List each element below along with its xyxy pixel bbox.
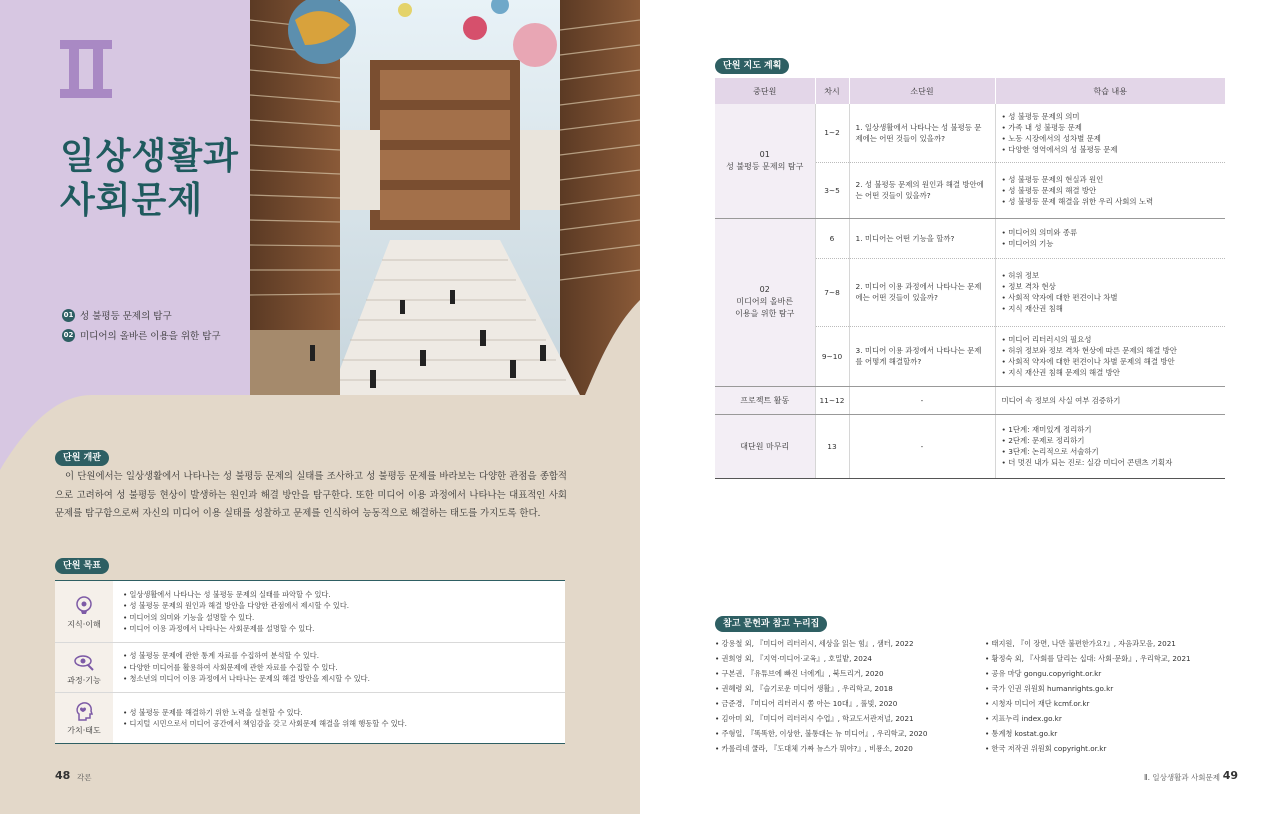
content-item: • 성 불평등 문제 해결을 위한 우리 사회의 노력: [1002, 196, 1220, 207]
unit-plan-table: [715, 78, 1225, 479]
goals-table: [55, 580, 565, 744]
subunit-list: [62, 305, 221, 345]
chapter-title-line1: 일상생활과: [60, 136, 239, 177]
content-item: • 미디어의 의미와 종류: [1002, 227, 1220, 238]
eye-magnifier-icon: [73, 650, 95, 672]
subunit-number-badge: 02: [62, 329, 75, 342]
subunit-cell: 2. 미디어 이용 과정에서 나타나는 문제에는 어떤 것들이 있을까?: [849, 258, 995, 326]
right-page: [640, 0, 1280, 814]
subunit-cell: 1. 미디어는 어떤 기능을 할까?: [849, 218, 995, 258]
page-section-label: 각론: [77, 773, 92, 782]
reference-item: • 김아미 외, 『미디어 리터러시 수업』, 학교도서관저널, 2021: [715, 711, 985, 726]
subunit-cell: -: [849, 414, 995, 478]
table-row: [715, 414, 1225, 478]
unit-cell: [715, 218, 815, 386]
goal-items: [113, 693, 565, 743]
goal-item: • 청소년의 미디어 이용 과정에서 나타나는 문제의 해결 방안을 제시할 수 있다.: [123, 673, 557, 685]
page-number: 49: [1222, 769, 1238, 782]
reference-item: • 카롤리네 쿨라, 『도대체 가짜 뉴스가 뭐야?』, 비룡소, 2020: [715, 741, 985, 756]
reference-item: • 공유 마당 gongu.copyright.or.kr: [985, 666, 1191, 681]
content-item: • 미디어 리터러시의 필요성: [1002, 334, 1220, 345]
period-cell: 9~10: [815, 326, 849, 386]
period-cell: 13: [815, 414, 849, 478]
period-cell: 6: [815, 218, 849, 258]
goal-row: [55, 581, 565, 643]
period-cell: 1~2: [815, 104, 849, 162]
subunit-cell: 3. 미디어 이용 과정에서 나타나는 문제를 어떻게 해결할까?: [849, 326, 995, 386]
reference-item: • 강용철 외, 『미디어 리터러시, 세상을 읽는 힘』, 샘터, 2022: [715, 636, 985, 651]
unit-cell: 프로젝트 활동: [715, 386, 815, 414]
period-cell: 7~8: [815, 258, 849, 326]
content-item: • 노동 시장에서의 성차별 문제: [1002, 133, 1220, 144]
overview-tag: 단원 개관: [55, 450, 109, 466]
reference-item: • 통계청 kostat.go.kr: [985, 726, 1191, 741]
content-item: • 2단계: 문제로 정리하기: [1002, 435, 1220, 446]
content-item: • 허위 정보와 정보 격차 현상에 따른 문제의 해결 방안: [1002, 345, 1220, 356]
content-item: • 3단계: 논리적으로 서술하기: [1002, 446, 1220, 457]
goal-item: • 성 불평등 문제를 해결하기 위한 노력을 실천할 수 있다.: [123, 707, 557, 719]
content-item: • 가족 내 성 불평등 문제: [1002, 122, 1220, 133]
content-cell: [995, 218, 1225, 258]
goal-row: [55, 643, 565, 693]
content-item: • 성 불평등 문제의 의미: [1002, 111, 1220, 122]
goal-item: • 다양한 미디어를 활용하여 사회문제에 관한 자료를 수집할 수 있다.: [123, 662, 557, 674]
column-header: 차시: [815, 78, 849, 104]
page-section-label: Ⅱ. 일상생활과 사회문제: [1143, 773, 1220, 782]
content-item: • 정보 격차 현상: [1002, 281, 1220, 292]
unit-number: 02: [759, 285, 770, 294]
goal-category-label: 과정·기능: [67, 675, 101, 685]
reference-item: • 태지원, 『이 장면, 나만 불편한가요?』, 자음과모음, 2021: [985, 636, 1191, 651]
lightbulb-head-icon: [73, 594, 95, 616]
reference-item: • 국가 인권 위원회 humanrights.go.kr: [985, 681, 1191, 696]
reference-item: • 시청자 미디어 재단 kcmf.or.kr: [985, 696, 1191, 711]
references-column: [985, 636, 1191, 756]
unit-name-line2: 이용을 위한 탐구: [735, 309, 795, 318]
subunit-item: [62, 305, 221, 325]
content-item: • 사회적 약자에 대한 편견이나 차별 문제의 해결 방안: [1002, 356, 1220, 367]
content-item: • 다양한 영역에서의 성 불평등 문제: [1002, 144, 1220, 155]
reference-item: • 구본권, 『유튜브에 빠진 너에게』, 북트리거, 2020: [715, 666, 985, 681]
subunit-cell: 1. 일상생활에서 나타나는 성 불평등 문제에는 어떤 것들이 있을까?: [849, 104, 995, 162]
content-item: • 사회적 약자에 대한 편견이나 차별: [1002, 292, 1220, 303]
unit-name-line1: 미디어의 올바른: [736, 297, 794, 306]
bookstore-atrium-photo: [250, 0, 640, 395]
goal-items: [113, 643, 565, 692]
table-row: [715, 218, 1225, 258]
goal-item: • 성 불평등 문제에 관한 통계 자료를 수집하여 분석할 수 있다.: [123, 650, 557, 662]
subunit-item: [62, 325, 221, 345]
references-list: [715, 636, 1245, 756]
column-header: 학습 내용: [995, 78, 1225, 104]
goal-category: [55, 581, 113, 642]
table-row: [715, 386, 1225, 414]
goal-items: [113, 581, 565, 642]
unit-cell: [715, 104, 815, 218]
content-cell: [995, 162, 1225, 218]
goal-category-label: 가치·태도: [67, 726, 101, 735]
subunit-label: 성 불평등 문제의 탐구: [80, 311, 172, 322]
content-cell: [995, 104, 1225, 162]
unit-cell: 대단원 마무리: [715, 414, 815, 478]
table-header-row: [715, 78, 1225, 104]
content-cell: 미디어 속 정보의 사실 여부 검증하기: [995, 386, 1225, 414]
content-item: • 지식 재산권 침해: [1002, 303, 1220, 314]
period-cell: 3~5: [815, 162, 849, 218]
heart-head-icon: [73, 700, 95, 722]
period-cell: 11~12: [815, 386, 849, 414]
subunit-number-badge: 01: [62, 309, 75, 322]
chapter-roman-numeral: [60, 40, 112, 98]
references-tag: 참고 문헌과 참고 누리집: [715, 616, 827, 632]
column-header: 중단원: [715, 78, 815, 104]
subunit-cell: -: [849, 386, 995, 414]
content-item: • 성 불평등 문제의 해결 방안: [1002, 185, 1220, 196]
goal-category: [55, 693, 113, 743]
content-item: • 허위 정보: [1002, 270, 1220, 281]
reference-item: • 금준경, 『미디어 리터러시 쫌 아는 10대』, 풀빛, 2020: [715, 696, 985, 711]
unit-name: 성 불평등 문제의 탐구: [726, 161, 804, 171]
content-cell: [995, 258, 1225, 326]
goal-item: • 디지털 시민으로서 미디어 공간에서 책임감을 갖고 사회문제 해결을 위해 행동할 수 있다.: [123, 718, 557, 730]
references-column: [715, 636, 985, 756]
goal-category-label: 지식·이해: [67, 619, 101, 629]
chapter-title: [60, 135, 260, 223]
goal-item: • 일상생활에서 나타나는 성 불평등 문제의 실태를 파악할 수 있다.: [123, 589, 557, 601]
goal-item: • 미디어 이용 과정에서 나타나는 사회문제를 설명할 수 있다.: [123, 623, 557, 635]
subunit-label: 미디어의 올바른 이용을 위한 탐구: [80, 331, 221, 342]
plan-tag: 단원 지도 계획: [715, 58, 789, 74]
goal-row: [55, 693, 565, 743]
content-item: • 미디어의 기능: [1002, 238, 1220, 249]
chapter-title-line2: 사회문제: [60, 180, 204, 221]
unit-number: 01: [759, 149, 770, 159]
goals-tag: 단원 목표: [55, 558, 109, 574]
content-item: • 지식 재산권 침해 문제의 해결 방안: [1002, 367, 1220, 378]
goal-item: • 미디어의 의미와 기능을 설명할 수 있다.: [123, 612, 557, 624]
content-item: • 성 불평등 문제의 현실과 원인: [1002, 174, 1220, 185]
goal-category: [55, 643, 113, 692]
subunit-cell: 2. 성 불평등 문제의 원인과 해결 방안에는 어떤 것들이 있을까?: [849, 162, 995, 218]
column-header: 소단원: [849, 78, 995, 104]
reference-item: • 황정숙 외, 『사회를 달리는 십대: 사회·문화』, 우리학교, 2021: [985, 651, 1191, 666]
content-cell: [995, 414, 1225, 478]
table-row: [715, 104, 1225, 162]
overview-text: 이 단원에서는 일상생활에서 나타나는 성 불평등 문제의 실태를 조사하고 성 불평등 문제를 바라보는 다양한 관점을 종합적으로 고려하여 성 불평등 현상이 발생하는 원인과 해결 방안을 탐구한다. 또한 미디어 이용 과정에서 나타나는 대표적인 사회문제를 탐구함으로써 자신의 미디어 이용 실태를 성찰하고 문제를 인식하여 능동적으로 해결하는 태도를 가지도록 한다.: [55, 471, 567, 519]
reference-item: • 권혜령 외, 『슬기로운 미디어 생활』, 우리학교, 2018: [715, 681, 985, 696]
reference-item: • 주형일, 『똑똑한, 이상한, 불통대는 뉴 미디어』, 우리학교, 2020: [715, 726, 985, 741]
content-item: • 더 멋진 내가 되는 진로: 실감 미디어 콘텐츠 기획자: [1002, 457, 1220, 468]
content-item: • 1단계: 재미있게 정리하기: [1002, 424, 1220, 435]
reference-item: • 한국 저작권 위원회 copyright.or.kr: [985, 741, 1191, 756]
reference-item: • 지표누리 index.go.kr: [985, 711, 1191, 726]
page-number: 48: [55, 769, 71, 782]
goal-item: • 성 불평등 문제의 원인과 해결 방안을 다양한 관점에서 제시할 수 있다.: [123, 600, 557, 612]
content-cell: [995, 326, 1225, 386]
reference-item: • 권희영 외, 『지역·미디어·교육』, 호밀밭, 2024: [715, 651, 985, 666]
